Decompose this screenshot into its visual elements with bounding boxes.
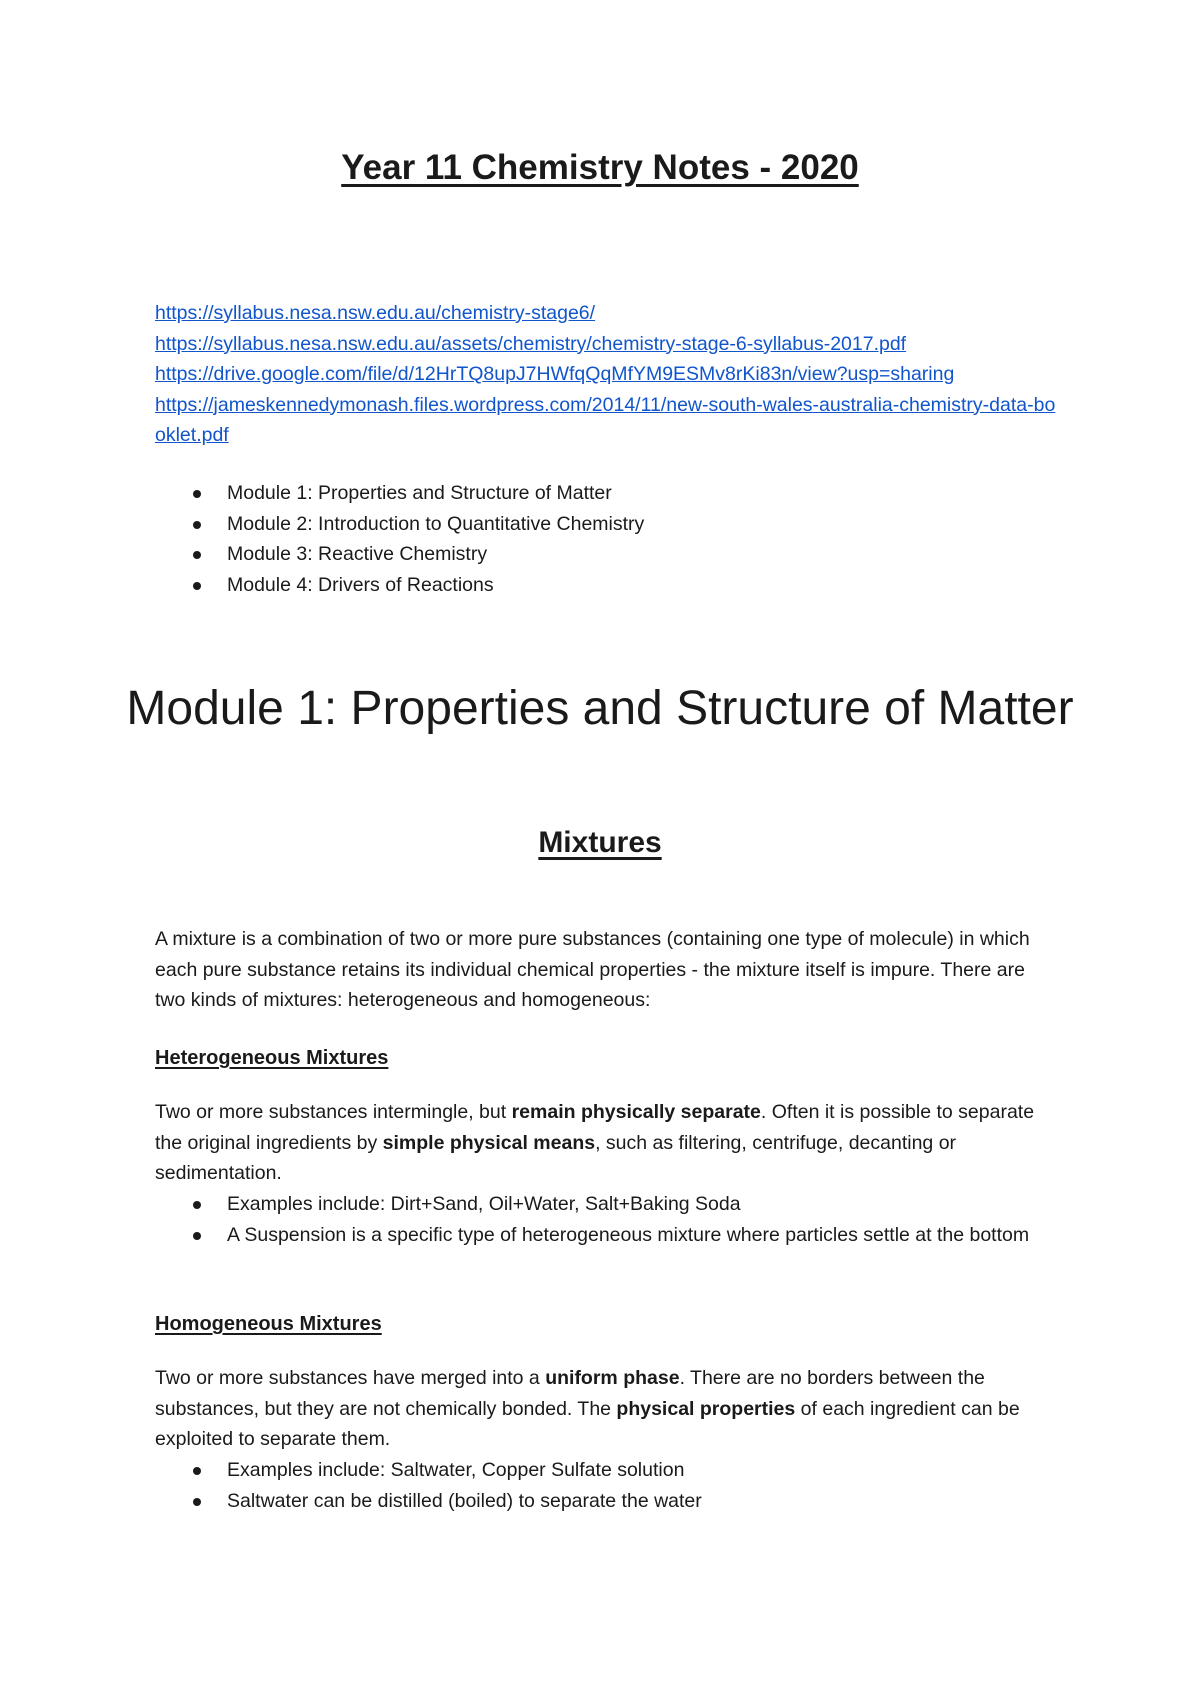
- bullet-icon: [193, 582, 201, 590]
- bullet-icon: [193, 490, 201, 498]
- bullet-icon: [193, 1232, 201, 1240]
- link-chemistry-syllabus-pdf[interactable]: https://syllabus.nesa.nsw.edu.au/assets/chemistry/chemistry-stage-6-syllabus-2017.pdf: [155, 332, 907, 355]
- bullet-icon: [193, 1201, 201, 1209]
- list-item: A Suspension is a specific type of heterogeneous mixture where particles settle at the bottom: [155, 1220, 1060, 1251]
- link-nesa-chemistry-stage6[interactable]: https://syllabus.nesa.nsw.edu.au/chemistry-stage6/: [155, 302, 596, 324]
- list-item: Module 2: Introduction to Quantitative Chemistry: [155, 509, 644, 540]
- list-item: Examples include: Saltwater, Copper Sulfate solution: [155, 1455, 1060, 1486]
- bullet-icon: [193, 1498, 201, 1506]
- mixture-paragraph: A mixture is a combination of two or more pure substances (containing one type of molecule) in which each pure substance retains its individual chemical properties - the mixture itself is impure. There are two kinds of mixtures: heterogeneous and homogeneous:: [155, 928, 1030, 1011]
- list-item: Module 4: Drivers of Reactions: [155, 570, 644, 601]
- homogeneous-paragraph: Two or more substances have merged into a uniform phase. There are no borders between the substances, but they are not chemically bonded. The physical properties of each ingredient can be exploited to separate them.: [155, 1367, 1020, 1450]
- homogeneous-heading: Homogeneous Mixtures: [155, 1313, 382, 1335]
- link-google-drive-file[interactable]: https://drive.google.com/file/d/12HrTQ8upJ7HWfqQqMfYM9ESMv8rKi83n/view?usp=sharing: [155, 363, 955, 385]
- homogeneous-list: [155, 1455, 1060, 1516]
- list-item: Module 3: Reactive Chemistry: [155, 539, 644, 570]
- document-title: Year 11 Chemistry Notes - 2020: [341, 148, 859, 187]
- bullet-icon: [193, 521, 201, 529]
- bullet-icon: [193, 551, 201, 559]
- heterogeneous-list: [155, 1189, 1060, 1250]
- link-data-booklet-pdf[interactable]: https://jameskennedymonash.files.wordpress.com/2014/11/new-south-wales-australia-chemistry-data-booklet.pdf: [155, 393, 1056, 446]
- list-item: Module 1: Properties and Structure of Matter: [155, 478, 644, 509]
- heterogeneous-heading: Heterogeneous Mixtures: [155, 1047, 389, 1069]
- list-item: Examples include: Dirt+Sand, Oil+Water, Salt+Baking Soda: [155, 1189, 1060, 1220]
- module-heading: Module 1: Properties and Structure of Matter: [126, 682, 1074, 735]
- section-heading: Mixtures: [538, 826, 662, 859]
- list-item: Saltwater can be distilled (boiled) to separate the water: [155, 1486, 1060, 1517]
- module-list: [155, 478, 644, 600]
- reference-links: [155, 298, 1060, 451]
- bullet-icon: [193, 1467, 201, 1475]
- heterogeneous-paragraph: Two or more substances intermingle, but remain physically separate. Often it is possible to separate the original ingredients by simple physical means, such as filtering, centrifuge, decanting or sedimentation.: [155, 1101, 1035, 1184]
